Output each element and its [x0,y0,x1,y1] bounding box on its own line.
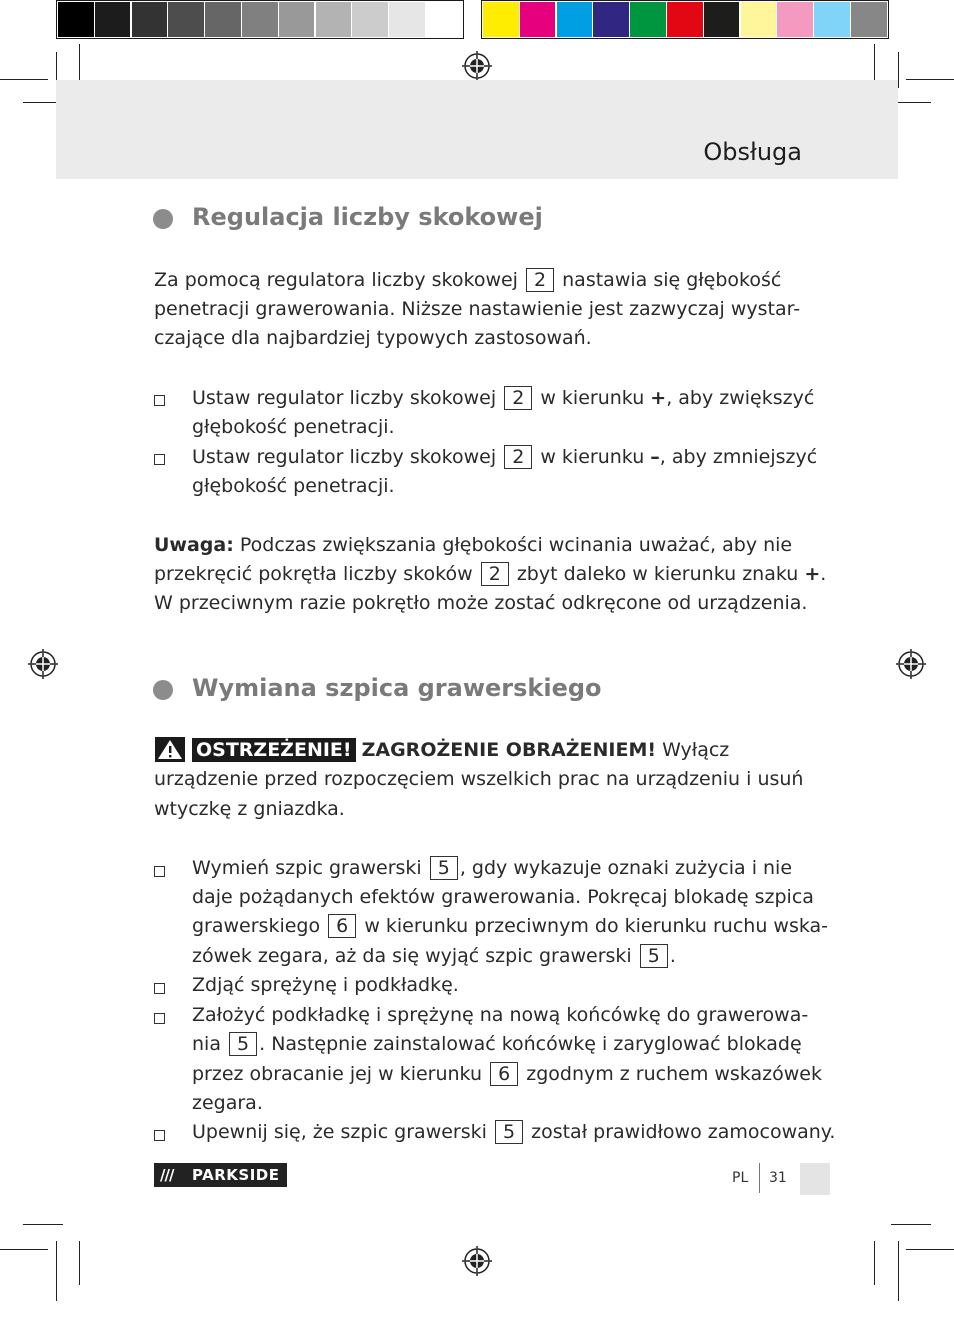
color-swatch [814,2,850,37]
crop-mark [874,1241,875,1285]
note-line: przekręcić pokrętła liczby skoków 2 zbyt daleko w kierunku znaku +. [154,563,827,585]
crop-mark [906,1249,954,1250]
paragraph-line: Za pomocą regulatora liczby skokowej 2 nastawia się głębokość [154,269,782,291]
footer-divider [759,1163,760,1193]
reference-number: 2 [481,562,509,586]
checkbox-bullet-icon [154,454,165,465]
color-swatch [741,2,777,37]
color-swatch [58,2,94,37]
color-swatch [777,2,813,37]
step-line: Upewnij się, że szpic grawerski 5 został prawidłowo zamocowany. [192,1121,836,1143]
color-swatch [168,2,204,37]
warning-label: OSTRZEŻENIE! [192,738,356,762]
step-line: Założyć podkładkę i sprężynę na nową końcówkę do grawerowa- [192,1004,809,1026]
danger-text: ZAGROŻENIE OBRAŻENIEM! [361,739,657,761]
checkbox-bullet-icon [154,1013,165,1024]
color-swatch [593,2,629,37]
paragraph-line: penetracji grawerowania. Niższe nastawienie jest zazwyczaj wystar- [154,298,801,320]
step-line: Ustaw regulator liczby skokowej 2 w kierunku +, aby zwiększyć [192,387,815,409]
reference-number: 5 [640,944,668,968]
color-swatch [389,2,425,37]
crop-mark [0,79,48,80]
crop-mark [23,1224,63,1225]
color-swatch [704,2,740,37]
step-line: grawerskiego 6 w kierunku przeciwnym do kierunku ruchu wska- [192,915,829,937]
reference-number: 5 [495,1120,523,1144]
reference-number: 5 [430,856,458,880]
reference-number: 6 [328,914,356,938]
color-swatch [242,2,278,37]
registration-mark-icon [895,648,927,680]
crop-mark [0,1249,48,1250]
warning-line: OSTRZEŻENIE! ZAGROŻENIE OBRAŻENIEM! Wyłącz [192,736,729,766]
section-heading: Wymiana szpica grawerskiego [192,674,602,702]
color-swatch [483,2,519,37]
step-line: daje pożądanych efektów grawerowania. Pokręcaj blokadę szpica [192,886,814,908]
registration-mark-icon [461,1245,493,1277]
step-line: zówek zegara, aż da się wyjąć szpic grawerski 5 . [192,945,676,967]
checkbox-bullet-icon [154,983,165,994]
color-swatch [667,2,703,37]
step-line: zegara. [192,1092,263,1114]
language-code: PL [732,1170,749,1186]
color-calibration-bar [56,0,898,40]
crop-mark [906,79,954,80]
section-bullet-icon [153,680,173,700]
color-swatch [95,2,131,37]
parkside-logo: /// PARKSIDE [154,1163,287,1187]
note-line: W przeciwnym razie pokrętło może zostać odkręcone od urządzenia. [154,592,808,614]
step-line: nia 5 . Następnie zainstalować końcówkę i zaryglować blokadę [192,1033,802,1055]
warning-triangle-icon [155,737,185,762]
color-swatch [630,2,666,37]
section-heading: Regulacja liczby skokowej [192,203,543,231]
color-swatch [520,2,556,37]
color-swatch [132,2,168,37]
note-line: Uwaga: Podczas zwiększania głębokości wcinania uważać, aby nie [154,534,793,556]
reference-number: 6 [490,1062,518,1086]
checkbox-bullet-icon [154,395,165,406]
color-swatch [352,2,388,37]
registration-mark-icon [27,648,59,680]
color-swatch [557,2,593,37]
color-swatch [205,2,241,37]
reference-number: 5 [229,1032,257,1056]
step-line: przez obracanie jej w kierunku 6 zgodnym z ruchem wskazówek [192,1063,822,1085]
warning-line: wtyczkę z gniazdka. [154,798,345,820]
crop-mark [56,1241,57,1301]
paragraph-line: czające dla najbardziej typowych zastosowań. [154,327,592,349]
page-number: 31 [769,1170,787,1186]
color-swatch [851,2,887,37]
note-label: Uwaga: [154,534,234,556]
step-line: Zdjąć sprężynę i podkładkę. [192,974,459,996]
step-line: głębokość penetracji. [192,416,395,438]
step-line: Wymień szpic grawerski 5 , gdy wykazuje oznaki zużycia i nie [192,857,793,879]
section-bullet-icon [153,209,173,229]
warning-line: urządzenie przed rozpoczęciem wszelkich prac na urządzeniu i usuń [154,768,804,790]
page-title: Obsługa [703,138,802,166]
crop-mark [79,1241,80,1285]
color-swatch [426,2,462,37]
registration-mark-icon [461,50,493,82]
page-tab-marker [800,1163,830,1195]
crop-mark [898,52,899,88]
color-swatch [279,2,315,37]
crop-mark [898,1241,899,1301]
step-line: głębokość penetracji. [192,475,395,497]
step-line: Ustaw regulator liczby skokowej 2 w kierunku –, aby zmniejszyć [192,446,818,468]
color-swatch [316,2,352,37]
reference-number: 2 [526,268,554,292]
reference-number: 2 [504,445,532,469]
reference-number: 2 [504,386,532,410]
crop-mark [891,1224,931,1225]
checkbox-bullet-icon [154,1130,165,1141]
checkbox-bullet-icon [154,866,165,877]
